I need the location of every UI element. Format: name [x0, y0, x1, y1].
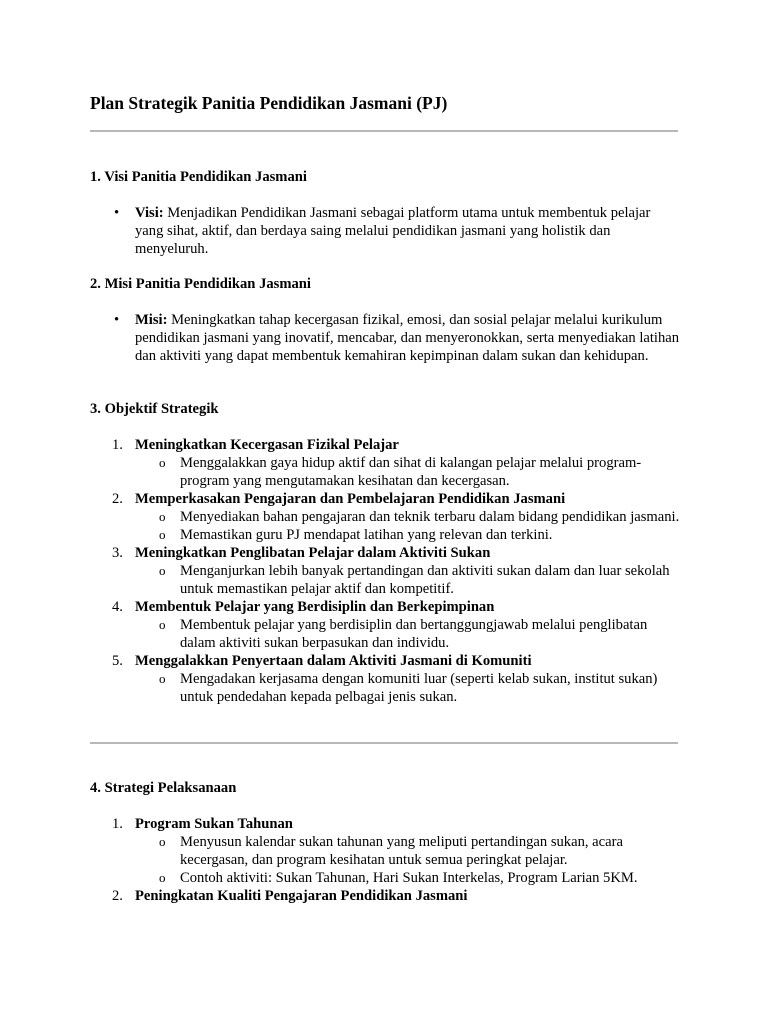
- sub-bullet-marker: o: [159, 455, 166, 470]
- sub-item-text: Menganjurkan lebih banyak pertandingan dan aktiviti sukan dalam dan luar sekolah untuk memastikan pelajar aktif dan kompetitif.: [180, 563, 670, 597]
- strategy-title: Program Sukan Tahunan: [135, 816, 293, 832]
- section-strategi: [90, 779, 680, 905]
- sub-item: [90, 833, 680, 869]
- bullet-marker: •: [114, 205, 120, 221]
- section-heading: 1. Visi Panitia Pendidikan Jasmani: [90, 169, 307, 185]
- list-number: 2.: [112, 888, 123, 904]
- list-number: 3.: [112, 545, 123, 561]
- sub-bullet-marker: o: [159, 509, 166, 524]
- sub-item: [90, 869, 680, 887]
- objective-title: Meningkatkan Penglibatan Pelajar dalam Aktiviti Sukan: [135, 545, 491, 561]
- bullet-marker: •: [114, 312, 120, 328]
- document-title: Plan Strategik Panitia Pendidikan Jasmani (PJ): [90, 93, 448, 113]
- sub-bullet-marker: o: [159, 870, 166, 885]
- objective-title: Membentuk Pelajar yang Berdisiplin dan Berkepimpinan: [135, 599, 495, 615]
- list-number: 1.: [112, 816, 123, 832]
- section-misi: [90, 275, 680, 365]
- sub-item-text: Mengadakan kerjasama dengan komuniti luar (seperti kelab sukan, institut sukan) untuk pendedahan kepada pelbagai jenis sukan.: [180, 671, 658, 705]
- visi-text: Menjadikan Pendidikan Jasmani sebagai platform utama untuk membentuk pelajar yang sihat, aktif, dan berdaya saing melalui pendidikan jasmani yang holistik dan menyeluruh.: [135, 205, 651, 257]
- sub-item: [90, 526, 680, 544]
- objective-item: [90, 544, 680, 562]
- list-number: 1.: [112, 437, 123, 453]
- sub-item: [90, 562, 680, 598]
- strategy-title: Peningkatan Kualiti Pengajaran Pendidikan Jasmani: [135, 888, 468, 904]
- objective-title: Menggalakkan Penyertaan dalam Aktiviti Jasmani di Komuniti: [135, 653, 532, 669]
- sub-item: [90, 616, 680, 652]
- section-visi: [90, 168, 680, 258]
- visi-label: Visi:: [135, 205, 164, 221]
- section-heading: 2. Misi Panitia Pendidikan Jasmani: [90, 276, 311, 292]
- objective-item: [90, 490, 680, 508]
- list-number: 2.: [112, 491, 123, 507]
- objective-item: [90, 652, 680, 670]
- sub-item-text: Memastikan guru PJ mendapat latihan yang relevan dan terkini.: [180, 527, 553, 543]
- strategy-item: [90, 887, 680, 905]
- objective-item: [90, 436, 680, 454]
- horizontal-rule: [90, 130, 678, 132]
- sub-item: [90, 670, 680, 706]
- section-heading: 3. Objektif Strategik: [90, 401, 219, 417]
- bullet-item-visi: [90, 204, 680, 258]
- sub-bullet-marker: o: [159, 671, 166, 686]
- list-number: 4.: [112, 599, 123, 615]
- horizontal-rule: [90, 742, 678, 744]
- sub-item-text: Menyusun kalendar sukan tahunan yang meliputi pertandingan sukan, acara kecergasan, dan program kesihatan untuk semua peringkat pelajar.: [180, 834, 623, 868]
- sub-item-text: Menggalakkan gaya hidup aktif dan sihat di kalangan pelajar melalui program-program yang mengutamakan kesihatan dan kecergasan.: [180, 455, 642, 489]
- sub-item-text: Membentuk pelajar yang berdisiplin dan bertanggungjawab melalui penglibatan dalam aktiviti sukan berpasukan dan individu.: [180, 617, 648, 651]
- objective-title: Memperkasakan Pengajaran dan Pembelajaran Pendidikan Jasmani: [135, 491, 566, 507]
- objective-item: [90, 598, 680, 616]
- sub-bullet-marker: o: [159, 834, 166, 849]
- sub-item-text: Menyediakan bahan pengajaran dan teknik terbaru dalam bidang pendidikan jasmani.: [180, 509, 680, 525]
- sub-item: [90, 454, 680, 490]
- sub-bullet-marker: o: [159, 527, 166, 542]
- bullet-item-misi: [90, 311, 680, 365]
- list-number: 5.: [112, 653, 123, 669]
- sub-bullet-marker: o: [159, 617, 166, 632]
- misi-text: Meningkatkan tahap kecergasan fizikal, emosi, dan sosial pelajar melalui kurikulum pendidikan jasmani yang inovatif, mencabar, dan menyeronokkan, serta menyediakan latihan dan aktiviti yang dapat membentuk kemahiran kepimpinan dalam sukan dan kehidupan.: [135, 312, 680, 364]
- objective-title: Meningkatkan Kecergasan Fizikal Pelajar: [135, 437, 399, 453]
- sub-item: [90, 508, 680, 526]
- section-heading: 4. Strategi Pelaksanaan: [90, 780, 237, 796]
- section-objektif: [90, 400, 680, 706]
- sub-bullet-marker: o: [159, 563, 166, 578]
- strategy-item: [90, 815, 680, 833]
- sub-item-text: Contoh aktiviti: Sukan Tahunan, Hari Sukan Interkelas, Program Larian 5KM.: [180, 870, 638, 886]
- misi-label: Misi:: [135, 312, 168, 328]
